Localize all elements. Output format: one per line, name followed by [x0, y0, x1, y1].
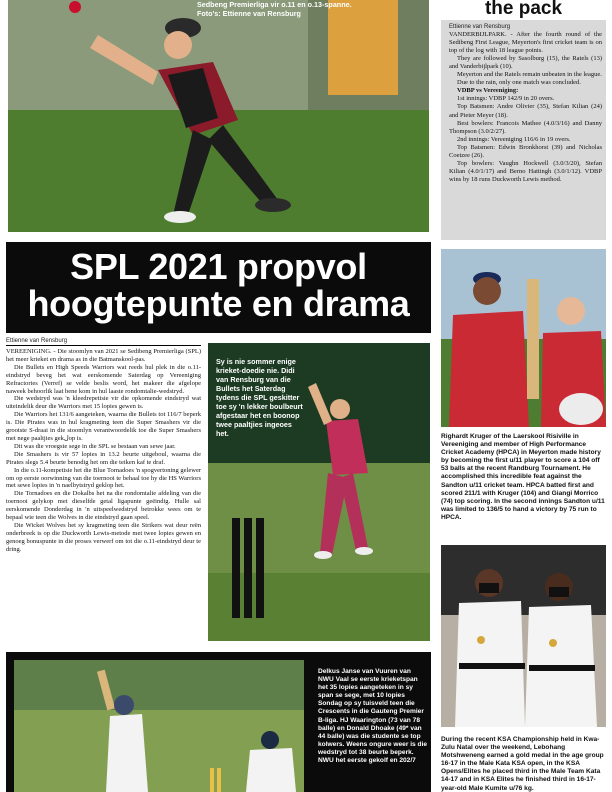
top-photo-caption: [197, 0, 427, 18]
main-paragraph: Die Smashers is vir 57 lopies in 13.2 beurte uitgeboul, waarna die Pirates slegs 5.4 beurte benodig het om die teiken kaf te draf.: [6, 450, 201, 466]
pack-body: [449, 23, 602, 184]
pack-result-line: Top bowlers: Vaughn Hockwell (3.0/3/20), Stefan Kilian (4.0/1/17) and Berno Hattingh (3.0/1/12). VDBP wins by 18 runs Duckworth Lewis method.: [449, 159, 602, 183]
main-byline: Ettienne van Rensburg: [6, 338, 201, 346]
photo-batsman: [14, 660, 304, 792]
pack-result-line: 1st innings: VDBP 142/9 in 20 overs.: [457, 95, 555, 103]
headline-banner: [6, 242, 431, 333]
karate-caption: During the recent KSA Championship held in Kwa-Zulu Natal over the weekend, Lebohang Motshweneng earned a gold medal in the age group 16-17 in the Male Kata KSA open, in the KSA Opens/Elites he placed third in the Male Team Kata 14-17 and in KSA Elites he finished third in 16-17-year-old Male Kumite u/76 kg.: [441, 736, 604, 792]
mid-photo-caption: Sy is nie sommer enige krieket-doedie nie. Didi van Rensburg van die Bullets het Saterdag tydens die SPL geskitter toe sy 'n lekker boulbeurt afgestaar het en boonop twee paaltjies ingeoes het.: [216, 357, 303, 438]
kruger-caption: Righardt Kruger of the Laerskool Risiville in Vereeniging and member of High Performance Cricket Academy (HPCA) in Meyerton made history by becoming the first u/11 player to score a 104 off 53 balls at the recent Randburg Tournament. He accomplished this incredible feat against the Sandton u/11 cricket team. HPCA batted first and scored 211/1 with Kruger (104) and Giangi Morrico (74) top scoring. In the second innings Sandton u/11 was limited to 136/5 to hand a victory by 75 run to HPCA.: [441, 433, 605, 521]
pack-result-title: VDBP vs Vereeniging:: [457, 87, 519, 95]
pack-result-line: Top Batsmen: Andre Olivier (35), Stefan Kilian (24) and Pieter Meyer (18).: [449, 103, 602, 119]
main-paragraph: VEREENIGING. - Die stoomlyn van 2021 se Sedibeng Premierliga (SPL) het meer krieket en drama as in die Batmanskool-pas.: [6, 348, 201, 363]
main-paragraph: Die Tornadoes en die Dokalbs het na die rondomtalie afdeling van die toernooi gelykop met dieselfde getal ligapunte geëindig. Hulle sal eerskomende Donderdag in 'n uitspeelwedstryd betrokke wees om te bepaal wie teen die Wolves in die eindstryd gaan speel.: [6, 490, 201, 522]
pack-article: [441, 0, 606, 240]
kruger-illustration: [441, 249, 606, 427]
headline-line-2: hoogtepunte en drama: [27, 283, 410, 324]
player-catching-illustration: [8, 0, 429, 232]
main-paragraph: In die o.11-kompetisie het die Blue Tornadoes 'n spogvertoning gelewer om op eerste oorwinning van die toernooi te behaal toe hy die HS Warriors met sewe lopies in 'n naelbytstryd geklop het.: [6, 466, 202, 490]
karate-illustration: [441, 545, 606, 727]
photo-bowler: [208, 343, 430, 641]
main-paragraph: Dit was die vroegste sege in die SPL se bestaan van sewe jaar.: [14, 442, 176, 450]
batsman-illustration: [14, 660, 304, 792]
pack-paragraph: VANDERBIJLPARK. - After the fourth round of the Sedibeng First League, Meyerton's first cricket team is on top of the log with 18 league points.: [449, 31, 602, 55]
photo-catch-player: [8, 0, 429, 232]
main-article: [6, 338, 201, 653]
main-paragraph: Die Wicket Wolves het sy kragmeting teen die Strikers wat deur reën onderbreek is op die Duckworth Lewis-metode met twee lopies gewen en genoeg bonuspunte in die proses verwerf om tot die o.11-eindstryd deur te dring.: [6, 521, 201, 553]
top-photo-caption-text: Sedbeng Premierliga vir o.11 en o.13-spanne.: [197, 0, 352, 9]
photo-kruger: [441, 249, 606, 427]
top-photo-credit: Foto's: Ettienne van Rensburg: [197, 9, 301, 18]
bottom-caption: Delkus Janse van Vuuren van NWU Vaal se eerste krieketspan het 35 lopies aangeteken in sy span se sege, met 10 lopies Sondag op sy tuisveld teen die Crescents in die Gauteng Premier B-liga. HJ Waarington (73 van 78 balle) en Donald Dhoake (49* van 44 balle) was die studente se top kolwers. Weens ongure weer is die wedstryd tot 38 beurte beperk. NWU het eerste gekolf en 202/7: [318, 668, 428, 765]
pack-result-line: 2nd innings: Vereeniging 116/6 in 19 overs.: [457, 135, 571, 143]
main-paragraph: Die wedstryd was 'n kleedrepetisie vir die opkomende eindstryd wat uiteindelik deur die Warriors met 15 lopies gewen is.: [6, 395, 201, 411]
main-body: [6, 348, 201, 554]
pack-byline: Ettienne van Rensburg: [449, 24, 511, 30]
pack-paragraph: Due to the rain, only one match was concluded.: [457, 79, 581, 87]
pack-paragraph: They are followed by Sasolburg (15), the Ratels (13) and Vanderbijlpark (10).: [449, 55, 602, 71]
photo-karate: [441, 545, 606, 727]
headline-line-1: SPL 2021 propvol: [70, 246, 367, 287]
pack-heading: the pack: [441, 0, 606, 20]
pack-result-line: Top Batsmen: Edwin Bronkhorst (39) and Nicholas Coetzee (26).: [449, 143, 602, 159]
pack-paragraph: Meyerton and the Ratels remain unbeaten in the league.: [457, 71, 602, 79]
main-paragraph: Die Warriors het 131/6 aangeteken, waarna die Bullets tot 116/7 beperk is. Die Pirates was in hul kragmeting teen die Super Smashers vir die grootste S-draai in die stoomlyn verantwoordelik toe die Super Smashers met nege paaltjies gekلop is.: [6, 411, 201, 442]
pack-result-line: Best bowlers: Francois Mathee (4.0/3/16) and Danny Thompson (3.0/2/27).: [449, 119, 602, 135]
main-paragraph: Die Bullets en High Speeds Warriors wat reeds hul plek in die o.11-eindstryd beveg het wat eerskomende Saterdag op Vereeniging Refractories (Verref) se velde beslis word, het makeer die afgelope naweek behoorlik laat bene kom in hul laaste rondomtalie-wedstryd.: [6, 363, 201, 395]
